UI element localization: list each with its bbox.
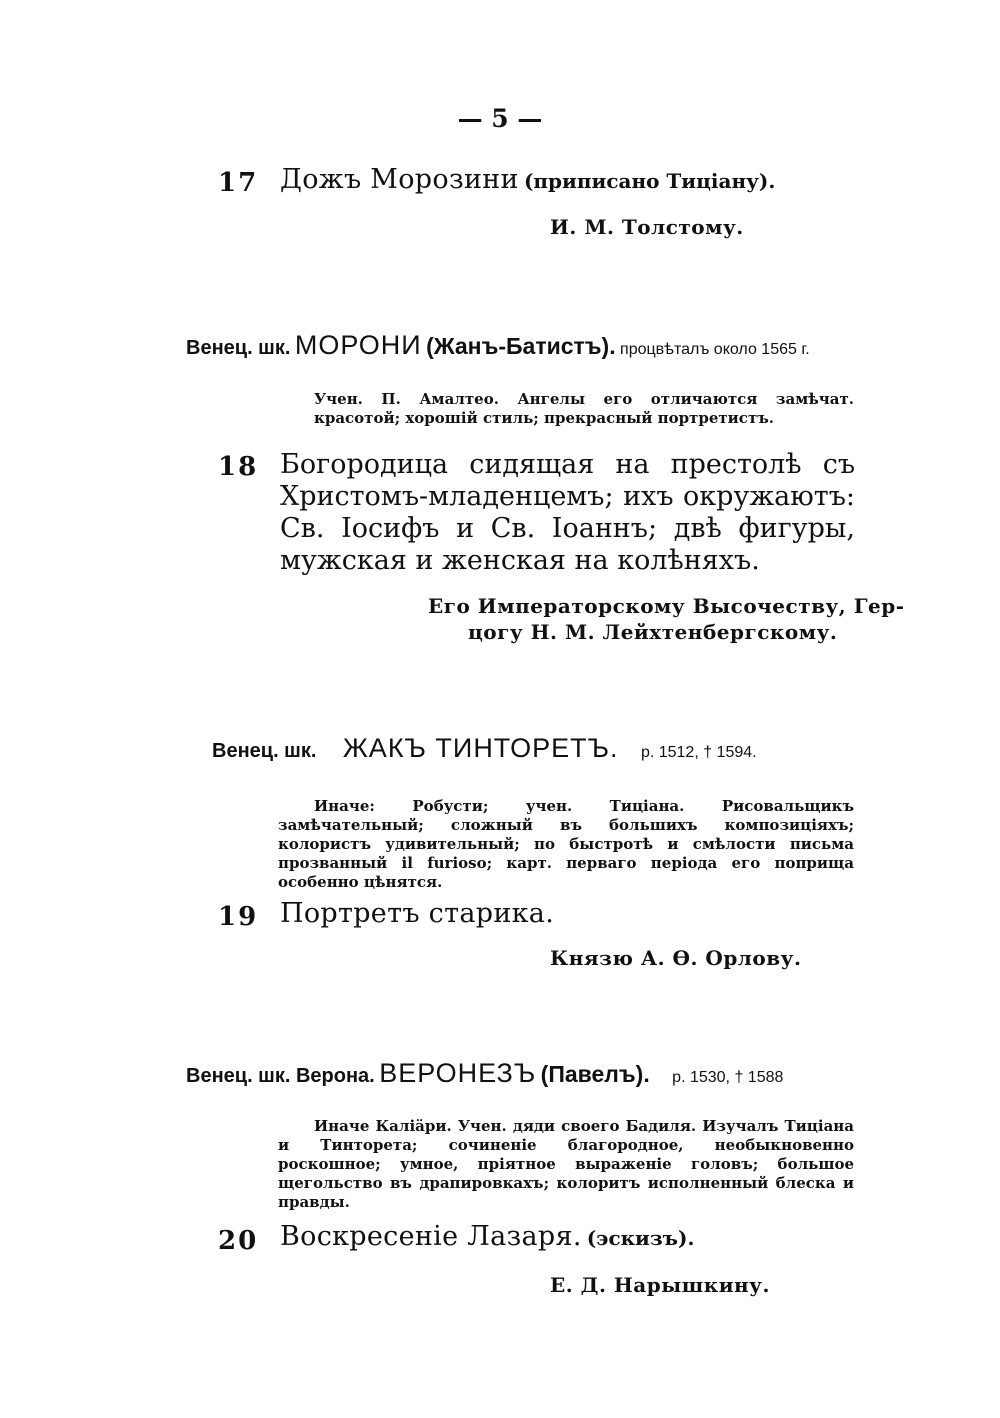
artist-school: Венец. шк. bbox=[186, 337, 291, 359]
artist-name: ВЕРОНЕЗЪ bbox=[379, 1058, 537, 1088]
artist-name: МОРОНИ bbox=[294, 330, 422, 360]
entry-number: 19 bbox=[218, 902, 259, 932]
entry-owner-line-2: цогу Н. М. Лейхтенбергскому. bbox=[468, 620, 838, 644]
artist-name: ЖАКЪ ТИНТОРЕТЪ. bbox=[342, 733, 619, 763]
artist-school: Венец. шк. Верона. bbox=[186, 1065, 375, 1087]
artist-header bbox=[186, 330, 810, 361]
artist-dates: р. 1530, † 1588 bbox=[672, 1069, 784, 1086]
entry-owner: Е. Д. Нарышкину. bbox=[550, 1273, 770, 1297]
entry-title: Дожъ Морозини bbox=[280, 164, 519, 195]
artist-name-note: (Павелъ). bbox=[540, 1061, 650, 1087]
entry-number: 17 bbox=[218, 168, 259, 198]
entry-number: 18 bbox=[218, 452, 259, 482]
artist-header bbox=[186, 1058, 783, 1089]
entry-title: Богородица сидящая на престолѣ съ Христомъ-младенцемъ; ихъ окружаютъ: Св. Іосифъ и Св. Іоаннъ; двѣ фигуры, мужская и женская на колѣняхъ. bbox=[280, 449, 855, 576]
artist-school: Венец. шк. bbox=[212, 740, 317, 762]
artist-dates: р. 1512, † 1594. bbox=[640, 744, 757, 761]
entry-title: Воскресеніе Лазаря. bbox=[280, 1221, 582, 1252]
artist-bio: Иначе Каліäри. Учен. дяди своего Бадиля. Изучалъ Тиціана и Тинторета; сочиненіе благородное, необыкновенно роскошное; умное, пріятное выраженіе головъ; большое щегольство въ драпировкахъ; колоритъ исполненный блеска и правды. bbox=[278, 1117, 854, 1211]
entry-owner-line-1: Его Императорскому Высочеству, Гер- bbox=[428, 594, 905, 618]
page-number: — 5 — bbox=[457, 104, 543, 133]
entry-title-note: (приписано Тиціану). bbox=[523, 169, 776, 193]
entry-number: 20 bbox=[218, 1226, 259, 1256]
artist-dates: процвѣталъ около 1565 г. bbox=[620, 341, 810, 358]
artist-name-note: (Жанъ-Батистъ). bbox=[426, 333, 616, 359]
entry-title: Портретъ старика. bbox=[280, 898, 555, 929]
artist-header bbox=[212, 733, 757, 764]
entry-title-line bbox=[280, 1221, 694, 1252]
entry-title-note: (эскизъ). bbox=[586, 1226, 695, 1250]
artist-bio: Учен. П. Амалтео. Ангелы его отличаются замѣчат. красотой; хорошій стиль; прекрасный портретистъ. bbox=[314, 390, 854, 427]
entry-owner: И. М. Толстому. bbox=[550, 215, 744, 239]
entry-owner: Князю А. Ѳ. Орлову. bbox=[550, 946, 802, 970]
entry-title-line bbox=[280, 164, 775, 195]
artist-bio: Иначе: Робусти; учен. Тиціана. Рисовальщикъ замѣчательный; сложный въ большихъ композиціяхъ; колористъ удивительный; по быстротѣ и смѣлости письма прозванный il furioso; карт. перваго періода его поприща особенно цѣнятся. bbox=[278, 797, 854, 891]
